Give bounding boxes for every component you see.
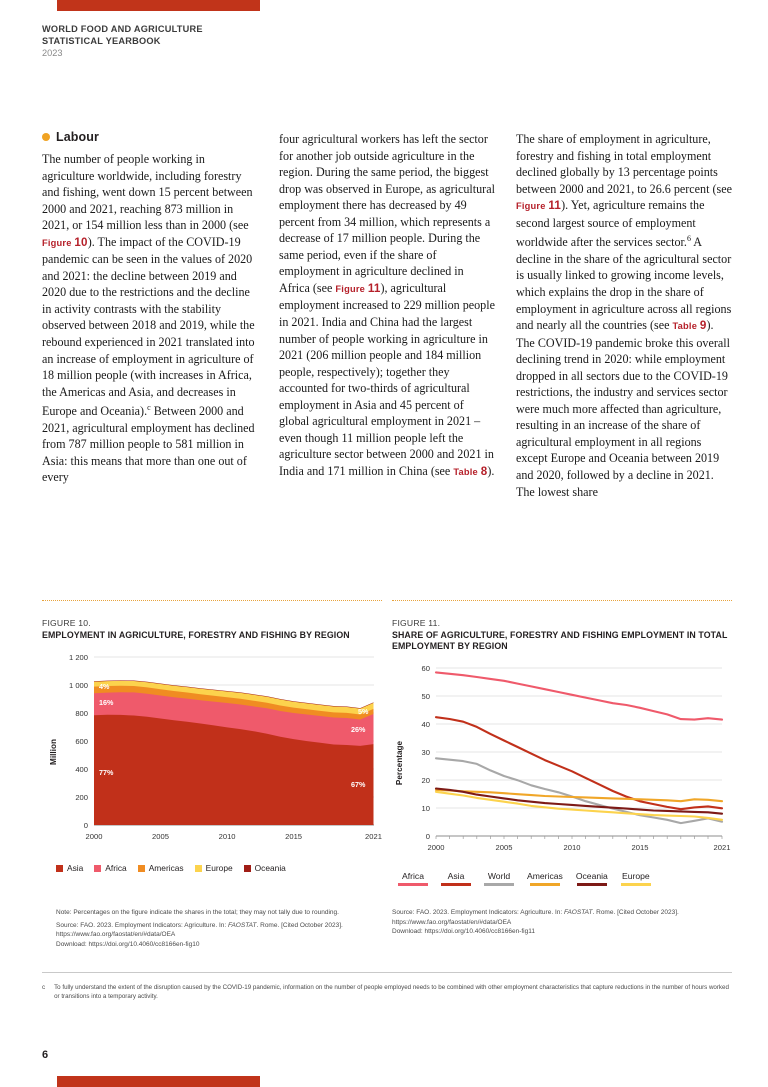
figure-10-download: Download: https://doi.org/10.4060/cc8166en-fig10 — [56, 940, 200, 948]
svg-text:2015: 2015 — [285, 832, 303, 841]
page-number: 6 — [42, 1049, 49, 1061]
figure-10-title: EMPLOYMENT IN AGRICULTURE, FORESTRY AND FISHING BY REGION — [42, 630, 350, 640]
legend-swatch-icon — [530, 883, 560, 886]
body-column-1 — [42, 130, 258, 500]
label-top-2021: 5% — [358, 707, 369, 716]
line-world — [436, 758, 722, 823]
paragraph-col2 — [279, 131, 495, 480]
svg-text:2021: 2021 — [365, 832, 382, 841]
xref-number: 8 — [480, 464, 488, 478]
figure-10-legend — [42, 863, 382, 873]
legend-label: World — [487, 871, 511, 881]
svg-text:40: 40 — [421, 719, 430, 729]
figure-11-block — [392, 618, 732, 886]
paragraph-col1 — [42, 151, 258, 486]
xref-figure-11-col2[interactable] — [335, 281, 381, 295]
legend-swatch-icon — [138, 865, 145, 872]
figure-11-svg — [392, 658, 732, 863]
svg-text:2021: 2021 — [713, 843, 731, 852]
body-columns — [42, 130, 732, 500]
x-tick-labels — [86, 832, 382, 841]
col3-text-c: A decline in the share of the agricultural sector is usually linked to growing income levels, which explains the drop in the share of employment in agriculture across all regions and nearly all the countries (see — [516, 235, 732, 333]
col1-text-c: Between 2000 and 2021, agricultural employment has declined from 787 million people to 581 million in Asia: this means that more than one out of every — [42, 404, 255, 485]
label-top-2000: 4% — [99, 682, 110, 691]
figure-11-legend — [392, 871, 732, 886]
xref-label: Figure — [42, 237, 72, 248]
running-head — [42, 24, 203, 60]
legend-label: Europe — [205, 863, 233, 873]
footnote-marker: c — [42, 984, 46, 991]
legend-swatch-icon — [94, 865, 101, 872]
col2-text-a: four agricultural workers has left the sector for another job outside agriculture in the region. During the same period, the biggest drop was observed in Europe, as agricultural employment there has decreased by 49 percent from 34 million, which represents a decrease of 17 million people. During the same period, even if the share of employment in agriculture declined in Africa (see — [279, 132, 495, 295]
figure10-divider — [42, 600, 382, 602]
figure-11-number: FIGURE 11. — [392, 618, 441, 628]
figure-11-plot — [392, 658, 732, 870]
legend-swatch-icon — [621, 883, 651, 886]
svg-text:800: 800 — [75, 708, 88, 718]
figure-10-number: FIGURE 10. — [42, 618, 91, 628]
section-title: Labour — [56, 130, 99, 144]
figure-11-title: SHARE OF AGRICULTURE, FORESTRY AND FISHING EMPLOYMENT IN TOTAL EMPLOYMENT BY REGION — [392, 630, 728, 651]
legend-label: Americas — [148, 863, 184, 873]
legend-swatch-icon — [441, 883, 471, 886]
y-axis-title: Million — [49, 739, 58, 765]
figure-11-notes — [392, 908, 737, 937]
xref-number: 11 — [367, 281, 381, 295]
legend-item-africa[interactable] — [94, 863, 126, 873]
xref-number: 10 — [74, 235, 88, 249]
svg-text:2000: 2000 — [85, 832, 103, 841]
legend-swatch-icon — [195, 865, 202, 872]
legend-swatch-icon — [56, 865, 63, 872]
figure-10-notes — [56, 908, 401, 949]
svg-text:1 000: 1 000 — [68, 680, 88, 690]
figure-10-source — [56, 921, 401, 940]
bottom-accent-bar — [57, 1076, 260, 1087]
y-axis-title: Percentage — [395, 740, 404, 786]
section-heading — [42, 130, 258, 144]
legend-item-world[interactable] — [484, 871, 514, 886]
running-head-line1: WORLD FOOD AND AGRICULTURE — [42, 24, 203, 34]
x-axis-ticks — [436, 836, 722, 839]
legend-swatch-icon — [484, 883, 514, 886]
svg-text:2010: 2010 — [218, 832, 236, 841]
figure-10-note: Note: Percentages on the figure indicate the shares in the total; they may not tally due to rounding. — [56, 909, 339, 916]
legend-label: Americas — [527, 871, 563, 881]
svg-text:200: 200 — [75, 792, 88, 802]
legend-label: Oceania — [254, 863, 286, 873]
legend-item-asia[interactable] — [441, 871, 471, 886]
xref-figure-11-col3[interactable] — [516, 201, 561, 211]
legend-item-oceania[interactable] — [576, 871, 608, 886]
figure-11-source — [392, 908, 737, 927]
label-africa-2021: 26% — [351, 725, 366, 734]
svg-text:2000: 2000 — [427, 843, 445, 852]
col1-text-a: The number of people working in agriculture worldwide, including forestry and fishing, went down 15 percent between 2000 and 2021, reaching 873 million in 2021, or 154 million less than in 2000 (see — [42, 152, 253, 233]
y-tick-labels — [422, 664, 430, 841]
legend-item-oceania[interactable] — [244, 863, 286, 873]
source-pre: Source: FAO. 2023. Employment Indicators: Agriculture. In: — [392, 909, 564, 916]
col3-text-d: ). The COVID-19 pandemic broke this overall declining trend in 2020: while employment dropped in all sectors due to the COVID-19 restrictions, the industry and services sector were much more affected than agriculture, resulting in an increase of the share of agricultural employment in all regions except Europe and Oceania between 2019 and 2020, followed by a decline in 2021. The lowest share — [516, 318, 730, 499]
legend-item-asia[interactable] — [56, 863, 83, 873]
col3-text-a: The share of employment in agriculture, forestry and fishing in total employment declined globally by 13 percentage points between 2000 and 2021, to 26.6 percent (see — [516, 132, 732, 196]
figure-10-block — [42, 618, 382, 873]
legend-label: Africa — [105, 863, 127, 873]
figure-10-plot — [42, 647, 382, 859]
y-tick-labels — [69, 653, 88, 830]
footnote-marker-6: 6 — [686, 234, 691, 244]
body-column-3 — [516, 130, 732, 500]
source-post: . Rome. [Cited October 2023]. https://www.fao.org/faostat/en/#data/OEA — [56, 921, 343, 939]
svg-text:400: 400 — [75, 764, 88, 774]
col2-text-b: ), agricultural employment increased to 229 million people in 2021. India and China had the largest number of people working in agriculture in 2021 (206 million people and 184 million people, respectively); together they accounted for two-thirds of agricultural employment in Asia and 45 percent of global agricultural employment in 2021 – even though 11 million people left the agriculture sector between 2000 and 2021 in India and 171 million in China (see — [279, 280, 495, 478]
legend-label: Oceania — [575, 871, 608, 881]
legend-label: Asia — [67, 863, 84, 873]
legend-label: Asia — [447, 871, 465, 881]
svg-text:50: 50 — [421, 691, 430, 701]
figure11-divider — [392, 600, 732, 602]
gridlines — [436, 668, 722, 808]
body-column-2 — [279, 130, 495, 500]
footnote-divider — [42, 972, 732, 973]
xref-table-9[interactable] — [672, 321, 706, 331]
xref-label: Figure — [516, 201, 546, 212]
xref-label: Table — [672, 321, 698, 332]
xref-figure-10[interactable] — [42, 235, 88, 249]
legend-item-africa[interactable] — [398, 871, 428, 886]
xref-number: 9 — [699, 319, 707, 333]
top-accent-bar — [57, 0, 260, 11]
legend-swatch-icon — [244, 865, 251, 872]
footnote-marker-c: c — [147, 403, 151, 413]
svg-text:2015: 2015 — [631, 843, 649, 852]
bullet-dot-icon — [42, 133, 50, 141]
xref-table-8[interactable] — [453, 464, 488, 478]
legend-label: Africa — [402, 871, 424, 881]
source-pre: Source: FAO. 2023. Employment Indicators: Agriculture. In: — [56, 921, 228, 929]
svg-text:0: 0 — [83, 820, 88, 830]
col1-text-b: ). The impact of the COVID-19 pandemic can be seen in the values of 2020 and 2021: the decline between 2019 and 2020 due to the restrictions and the decline in activity contrasts with the stability observed between 2018 and 2019, while the rebound experienced in 2021 translated into an increase of employment in agriculture of 18 million people (with increases in Africa, the Americas and Asia, and decreases in Europe and Oceania). — [42, 234, 255, 419]
x-tick-labels — [428, 843, 731, 852]
source-italic: FAOSTAT — [227, 921, 257, 929]
legend-item-europe[interactable] — [621, 871, 651, 886]
svg-text:20: 20 — [421, 775, 430, 785]
legend-item-europe[interactable] — [195, 863, 233, 873]
legend-label: Europe — [621, 871, 650, 881]
svg-text:600: 600 — [75, 736, 88, 746]
svg-text:60: 60 — [421, 663, 430, 673]
svg-text:2005: 2005 — [495, 843, 513, 852]
running-head-line2: STATISTICAL YEARBOOK — [42, 35, 161, 46]
paragraph-col3 — [516, 131, 732, 500]
svg-text:10: 10 — [421, 803, 430, 813]
legend-swatch-icon — [398, 883, 428, 886]
col2-text-c: ). — [487, 463, 495, 478]
legend-item-americas[interactable] — [138, 863, 184, 873]
figure-10-svg — [42, 647, 382, 852]
footnote-block — [42, 983, 734, 1002]
label-asia-2000: 77% — [99, 768, 114, 777]
label-asia-2021: 67% — [351, 780, 366, 789]
xref-label: Table — [453, 466, 478, 477]
figure-11-download: Download: https://doi.org/10.4060/cc8166en-fig11 — [392, 928, 535, 936]
legend-item-americas[interactable] — [527, 871, 563, 886]
xref-number: 11 — [548, 199, 562, 213]
svg-text:1 200: 1 200 — [68, 652, 88, 662]
legend-swatch-icon — [577, 883, 607, 886]
svg-text:30: 30 — [421, 747, 430, 757]
label-africa-2000: 16% — [99, 698, 114, 707]
svg-text:0: 0 — [425, 831, 430, 841]
svg-text:2005: 2005 — [152, 832, 169, 841]
col3-text-b: ). Yet, agriculture remains the second largest source of employment worldwide after the services sector. — [516, 198, 705, 250]
running-head-year: 2023 — [42, 48, 63, 58]
source-post: . Rome. [Cited October 2023]. https://www.fao.org/faostat/en/#data/OEA — [392, 909, 679, 926]
svg-text:2010: 2010 — [563, 843, 581, 852]
xref-label: Figure — [335, 283, 366, 294]
footnote-text: To fully understand the extent of the disruption caused by the COVID-19 pandemic, information on the number of people employed needs to be combined with other employment characteristics that capture reductions in the number of hours worked or transitions into a temporary activity. — [54, 984, 729, 1001]
source-italic: FAOSTAT — [563, 909, 593, 916]
